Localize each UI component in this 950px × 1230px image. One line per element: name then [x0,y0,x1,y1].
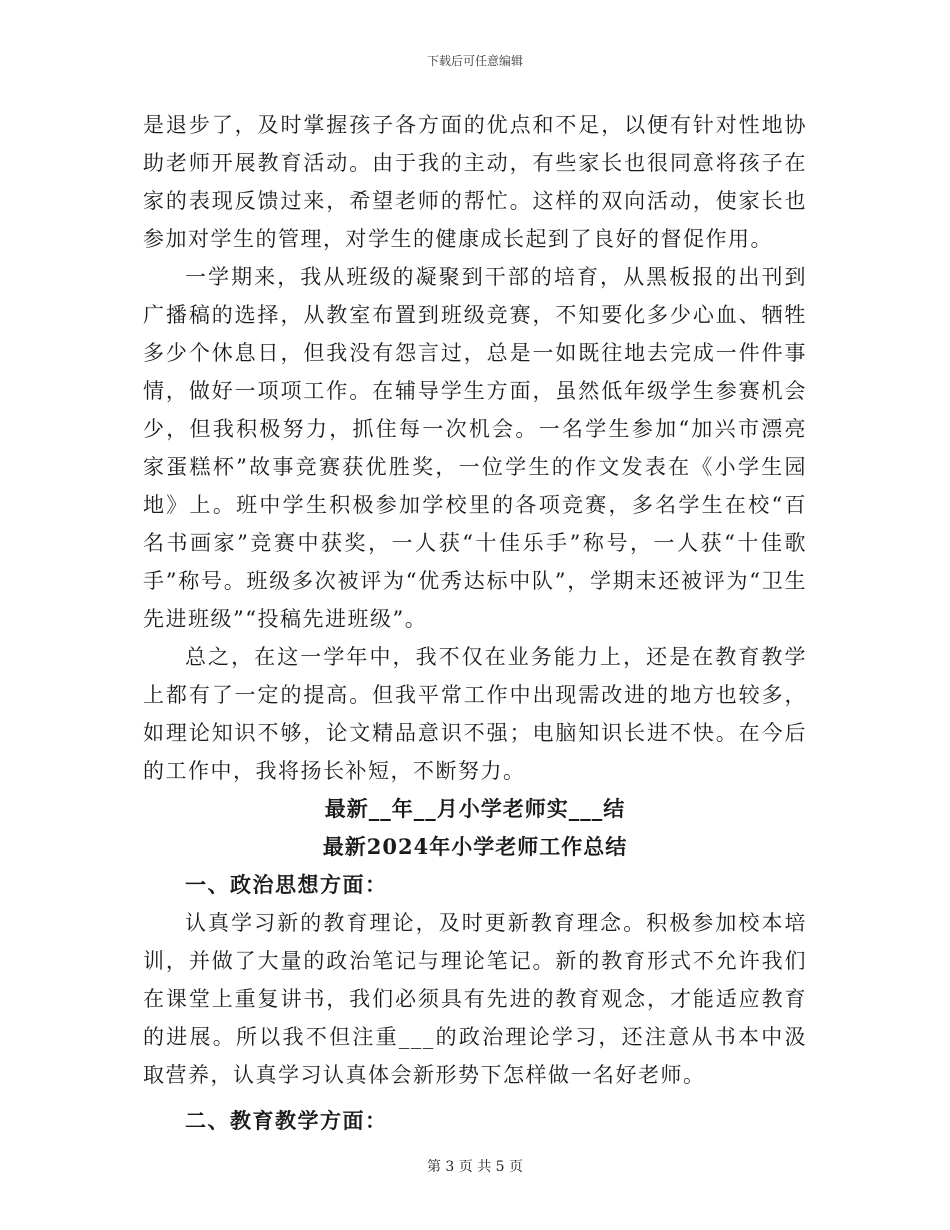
paragraph-politics: 认真学习新的教育理论，及时更新教育理念。积极参加校本培训，并做了大量的政治笔记与理论笔记。新的教育形式不允许我们在课堂上重复讲书，我们必须具有先进的教育观念，才能适应教育的进展。所以我不但注重___的政治理论学习，还注意从书本中汲取营养，认真学习认真体会新形势下怎样做一名好老师。 [143,911,807,1087]
page-footer: 第 3 页 共 5 页 [426,1159,524,1175]
section-heading-teaching: 二、教育教学方面： [185,1108,388,1133]
document-body [143,106,807,1140]
document-title-2: 最新2024年小学老师工作总结 [322,834,628,859]
document-title-1: 最新__年__月小学老师实___结 [324,796,626,821]
section-heading-politics: 一、政治思想方面： [185,872,388,897]
paragraph-continuation: 是退步了，及时掌握孩子各方面的优点和不足，以便有针对性地协助老师开展教育活动。由于我的主动，有些家长也很同意将孩子在家的表现反馈过来，希望老师的帮忙。这样的双向活动，使家长也参加对学生的管理，对学生的健康成长起到了良好的督促作用。 [143,113,807,251]
page-header: 下载后可任意编辑 [426,54,523,68]
paragraph-conclusion: 总之，在这一学年中，我不仅在业务能力上，还是在教育教学上都有了一定的提高。但我平常工作中出现需改进的地方也较多，如理论知识不够，论文精品意识不强；电脑知识长进不快。在今后的工作中，我将扬长补短，不断努力。 [143,645,807,783]
paragraph-semester-review: 一学期来，我从班级的凝聚到干部的培育，从黑板报的出刊到广播稿的选择，从教室布置到班级竞赛，不知要化多少心血、牺牲多少个休息日，但我没有怨言过，总是一如既往地去完成一件件事情，做好一项项工作。在辅导学生方面，虽然低年级学生参赛机会少，但我积极努力，抓住每一次机会。一名学生参加“加兴市漂亮家蛋糕杯”故事竞赛获优胜奖，一位学生的作文发表在《小学生园地》上。班中学生积极参加学校里的各项竞赛，多名学生在校“百名书画家”竞赛中获奖，一人获“十佳乐手”称号，一人获“十佳歌手”称号。班级多次被评为“优秀达标中队”，学期末还被评为“卫生先进班级”“投稿先进班级”。 [143,265,807,631]
